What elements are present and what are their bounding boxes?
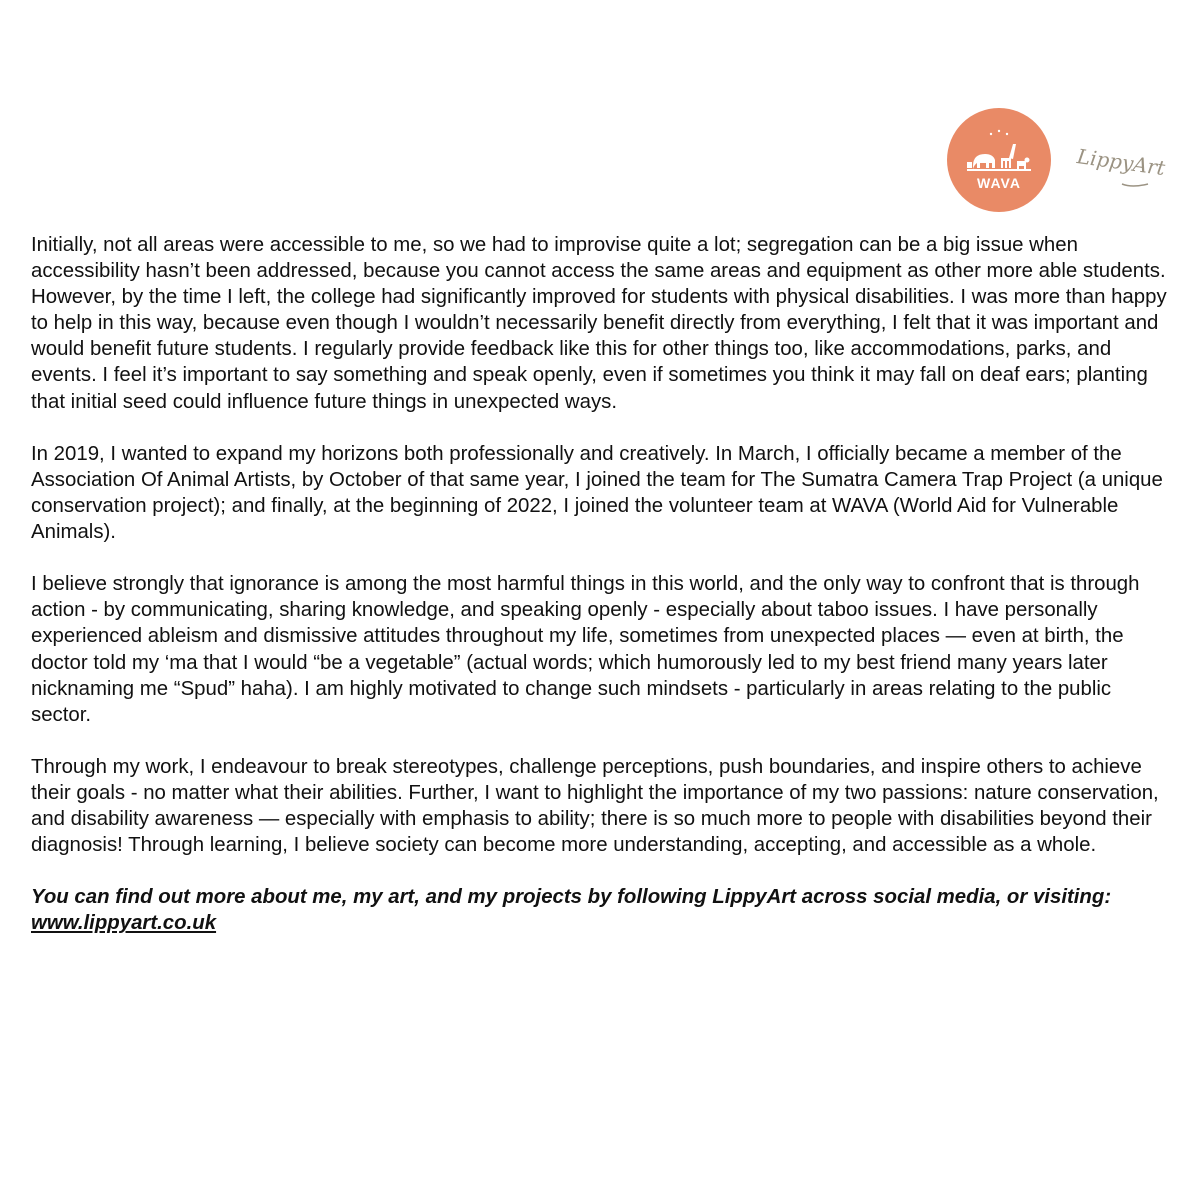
website-link[interactable]: www.lippyart.co.uk: [31, 912, 217, 935]
paragraph-stereotypes: Through my work, I endeavour to break stereotypes, challenge perceptions, push boundaries, and inspire others to achieve their goals - no matter what their abilities. Further, I want to highlight the importance of my two passions: nature conservation, and disability awareness — especially with emphasis to ability; there is so much more to people with disabilities beyond their diagnosis! Through learning, I believe society can become more understanding, accepting, and accessible as a whole.: [31, 755, 1159, 857]
paragraph-ignorance: I believe strongly that ignorance is among the most harmful things in this world, and the only way to confront that is through action - by communicating, sharing knowledge, and speaking openly - especially about taboo issues. I have personally experienced ableism and dismissive attitudes throughout my life, sometimes from unexpected places — even at birth, the doctor told my ‘ma that I would “be a vegetable” (actual words; which humorously led to my best friend many years later nicknaming me “Spud” haha). I am highly motivated to change such mindsets - particularly in areas relating to the public sector.: [31, 573, 1140, 726]
lippyart-logo-text: LippyArt: [1075, 144, 1167, 181]
body-text: [31, 232, 1176, 963]
paragraph-2019-horizons: In 2019, I wanted to expand my horizons both professionally and creatively. In March, I officially became a member of the Association Of Animal Artists, by October of that same year, I joined the team for The Sumatra Camera Trap Project (a unique conservation project); and finally, at the beginning of 2022, I joined the volunteer team at WAVA (World Aid for Vulnerable Animals).: [31, 442, 1163, 544]
closing-statement: [31, 884, 1176, 936]
paragraph-accessibility: Initially, not all areas were accessible to me, so we had to improvise quite a lot; segregation can be a big issue when accessibility hasn’t been addressed, because you cannot access the same areas and equipment as other more able students. However, by the time I left, the college had significantly improved for students with physical disabilities. I was more than happy to help in this way, because even though I wouldn’t necessarily benefit directly from everything, I felt that it was important and would benefit future students. I regularly provide feedback like this for other things too, like accommodations, parks, and events. I feel it’s important to say something and speak openly, even if sometimes you think it may fall on deaf ears; planting that initial seed could influence future things in unexpected ways.: [31, 234, 1167, 413]
wava-logo: [947, 108, 1051, 212]
lippyart-logo: [1074, 138, 1167, 196]
wava-logo-text: WAVA: [977, 175, 1021, 191]
logo-row: [947, 108, 1177, 198]
closing-text: You can find out more about me, my art, and my projects by following LippyArt across social media, or visiting:: [31, 886, 1112, 909]
